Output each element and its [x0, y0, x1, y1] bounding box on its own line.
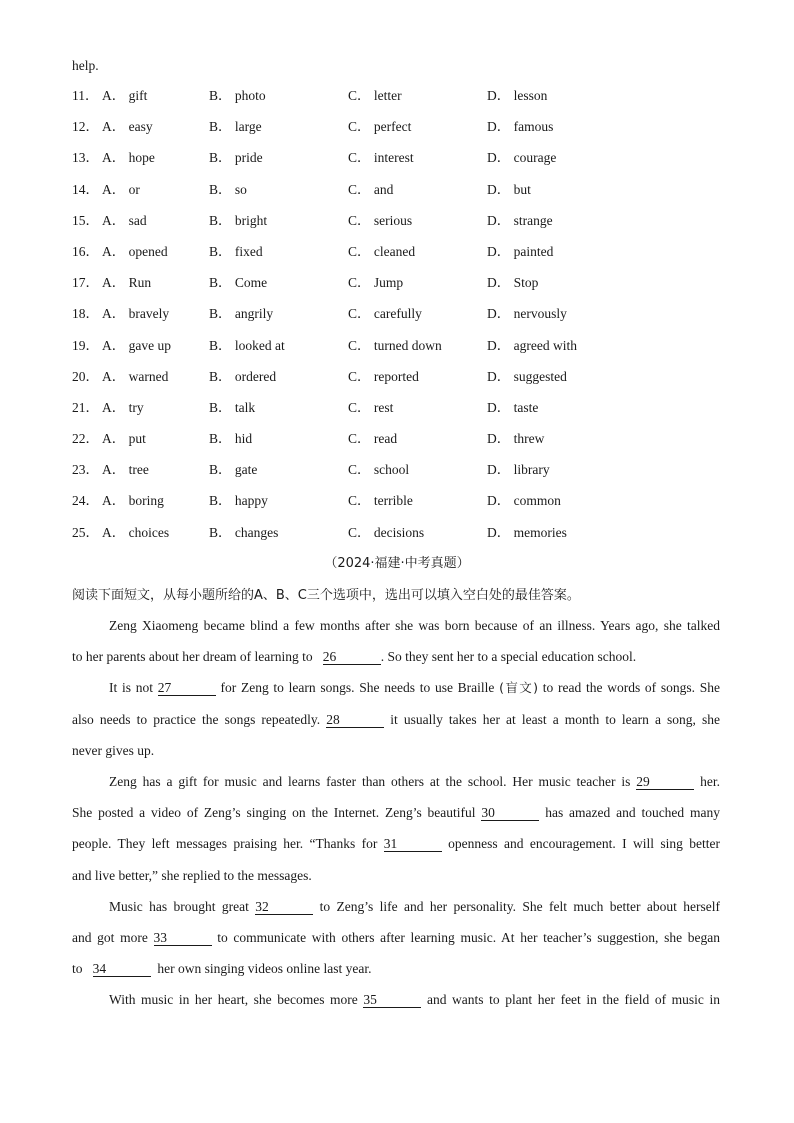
- option-b[interactable]: B． ordered: [209, 368, 277, 384]
- passage-text: to Zeng’s life and her personality. She felt much better about herself: [319, 898, 720, 914]
- option-d[interactable]: D． threw: [487, 431, 545, 447]
- passage-line: [72, 835, 720, 866]
- option-d[interactable]: D． strange: [487, 212, 553, 228]
- option-b[interactable]: B． talk: [209, 399, 256, 415]
- passage-text: (盲文): [499, 680, 539, 696]
- passage-text: for Zeng to learn songs. She needs to use Braille: [220, 680, 495, 696]
- option-b[interactable]: B． angrily: [209, 306, 274, 322]
- question-number: 20．: [72, 368, 99, 384]
- option-b[interactable]: B． looked at: [209, 337, 285, 353]
- option-d[interactable]: D． Stop: [487, 275, 539, 291]
- option-c[interactable]: C． serious: [348, 212, 413, 228]
- blank-33[interactable]: 33: [154, 930, 212, 946]
- passage-text: and got more: [72, 929, 148, 945]
- option-c[interactable]: C． decisions: [348, 524, 425, 540]
- question-number: 15．: [72, 212, 99, 228]
- option-a[interactable]: A． choices: [102, 524, 170, 540]
- passage-text: to her parents about her dream of learning to: [72, 649, 313, 665]
- option-d[interactable]: D． lesson: [487, 88, 548, 103]
- option-d[interactable]: D． suggested: [487, 368, 567, 384]
- question-number: 12．: [72, 119, 99, 135]
- passage-line: [72, 991, 720, 1022]
- passage-text: her.: [700, 773, 721, 789]
- question-number: 18．: [72, 306, 99, 322]
- passage-text: . So they sent her to a special education school.: [380, 649, 637, 665]
- option-d[interactable]: D． agreed with: [487, 337, 577, 353]
- option-b[interactable]: B． hid: [209, 431, 253, 447]
- passage-text: Zeng Xiaomeng became blind a few months after she was born because of an illness. Years ago, she talked: [109, 618, 720, 633]
- option-a[interactable]: A． gave up: [102, 337, 171, 353]
- option-b[interactable]: B． gate: [209, 462, 258, 478]
- option-b[interactable]: B． Come: [209, 275, 268, 291]
- passage-text: it usually takes her at least a month to learn a song, she: [390, 711, 720, 727]
- question-number: 14．: [72, 181, 99, 197]
- option-c[interactable]: C． carefully: [348, 306, 422, 322]
- option-c[interactable]: C． read: [348, 431, 398, 447]
- question-number: 25．: [72, 524, 99, 540]
- option-a[interactable]: A． warned: [102, 368, 169, 384]
- option-a[interactable]: A． put: [102, 431, 146, 447]
- passage-line: [72, 742, 720, 773]
- option-d[interactable]: D． courage: [487, 150, 557, 166]
- passage-line: [72, 960, 720, 991]
- question-number: 19．: [72, 337, 99, 353]
- passage-text: has amazed and touched many: [545, 805, 721, 821]
- option-c[interactable]: C． perfect: [348, 119, 412, 135]
- option-a[interactable]: A． bravely: [102, 306, 170, 322]
- passage-text: openness and encouragement. I will sing better: [448, 836, 720, 852]
- option-c[interactable]: C． school: [348, 462, 410, 478]
- option-c[interactable]: C． interest: [348, 150, 414, 166]
- passage-line: [72, 804, 720, 835]
- blank-31[interactable]: 31: [384, 836, 442, 852]
- option-c[interactable]: C． terrible: [348, 493, 413, 509]
- option-d[interactable]: D． nervously: [487, 306, 567, 322]
- passage-text: With music in her heart, she becomes more: [109, 992, 358, 1008]
- blank-29[interactable]: 29: [636, 774, 694, 790]
- passage-line: [72, 867, 720, 898]
- passage-text: also needs to practice the songs repeatedly.: [72, 711, 321, 727]
- option-a[interactable]: A． try: [102, 399, 144, 415]
- option-d[interactable]: D． memories: [487, 524, 567, 540]
- blank-32[interactable]: 32: [255, 899, 313, 915]
- blank-30[interactable]: 30: [481, 805, 539, 821]
- passage-line: [72, 929, 720, 960]
- cloze-passage: [72, 617, 720, 1022]
- option-d[interactable]: D． library: [487, 462, 550, 478]
- option-d[interactable]: D． common: [487, 493, 561, 509]
- option-c[interactable]: C． reported: [348, 368, 419, 384]
- passage-text: Zeng has a gift for music and learns faster than others at the school. Her music teacher is: [109, 773, 631, 789]
- option-c[interactable]: C． Jump: [348, 275, 404, 291]
- option-d[interactable]: D． taste: [487, 399, 539, 415]
- option-d[interactable]: D． famous: [487, 119, 554, 135]
- passage-text: and live better,” she replied to the messages.: [72, 867, 312, 883]
- passage-text: to communicate with others after learning music. At her teacher’s suggestion, she began: [217, 929, 720, 945]
- option-b[interactable]: B． changes: [209, 524, 279, 540]
- question-number: 16．: [72, 243, 99, 259]
- option-a[interactable]: A． tree: [102, 462, 149, 478]
- passage-line: [72, 679, 720, 710]
- passage-text: her own singing videos online last year.: [157, 961, 372, 977]
- blank-35[interactable]: 35: [363, 992, 421, 1008]
- option-a[interactable]: A． hope: [102, 150, 155, 166]
- option-b[interactable]: B． photo: [209, 88, 266, 103]
- passage-text: It is not: [109, 680, 153, 696]
- passage-line: [72, 898, 720, 929]
- question-number: 21．: [72, 399, 99, 415]
- question-number: 17．: [72, 275, 99, 291]
- option-b[interactable]: B． bright: [209, 212, 268, 228]
- passage-text: and wants to plant her feet in the field of music in: [426, 992, 720, 1008]
- option-a[interactable]: A． Run: [102, 275, 152, 291]
- option-c[interactable]: C． letter: [348, 88, 402, 103]
- option-b[interactable]: B． fixed: [209, 243, 263, 259]
- question-number: 11．: [72, 88, 99, 103]
- instruction-text: 阅读下面短文，从每小题所给的A、B、C三个选项中，选出可以填入空白处的最佳答案。: [72, 588, 580, 603]
- passage-text: to: [72, 961, 83, 977]
- blank-28[interactable]: 28: [326, 712, 384, 728]
- option-a[interactable]: A． opened: [102, 243, 168, 259]
- option-a[interactable]: A． boring: [102, 493, 164, 509]
- question-number: 22．: [72, 431, 99, 447]
- option-b[interactable]: B． happy: [209, 493, 268, 509]
- blank-26[interactable]: 26: [323, 649, 381, 665]
- blank-34[interactable]: 34: [93, 961, 151, 977]
- passage-text: people. They left messages praising her. “Thanks for: [72, 836, 378, 852]
- passage-line: [72, 711, 720, 742]
- option-c[interactable]: C． and: [348, 181, 394, 197]
- passage-fragment: help.: [72, 58, 99, 73]
- passage-text: She posted a video of Zeng’s singing on the Internet. Zeng’s beautiful: [72, 805, 476, 821]
- option-c[interactable]: C． turned down: [348, 337, 442, 353]
- option-a[interactable]: A． or: [102, 181, 140, 197]
- passage-line: [72, 617, 720, 648]
- passage-text: never gives up.: [72, 742, 155, 758]
- option-a[interactable]: A． sad: [102, 212, 147, 228]
- option-d[interactable]: D． but: [487, 181, 531, 197]
- passage-text: to read the words of songs. She: [542, 680, 721, 696]
- option-b[interactable]: B． pride: [209, 150, 263, 166]
- passage-line: [72, 773, 720, 804]
- option-a[interactable]: A． easy: [102, 119, 153, 135]
- question-number: 23．: [72, 462, 99, 478]
- question-number: 24．: [72, 493, 99, 509]
- option-b[interactable]: B． so: [209, 181, 247, 197]
- blank-27[interactable]: 27: [158, 680, 216, 696]
- question-number: 13．: [72, 150, 99, 166]
- option-a[interactable]: A． gift: [102, 88, 148, 103]
- option-c[interactable]: C． cleaned: [348, 243, 416, 259]
- exam-source-label: （2024·福建·中考真题）: [324, 556, 470, 571]
- option-b[interactable]: B． large: [209, 119, 262, 135]
- option-c[interactable]: C． rest: [348, 399, 394, 415]
- option-d[interactable]: D． painted: [487, 243, 554, 259]
- passage-text: Music has brought great: [109, 898, 249, 914]
- passage-line: [72, 648, 720, 679]
